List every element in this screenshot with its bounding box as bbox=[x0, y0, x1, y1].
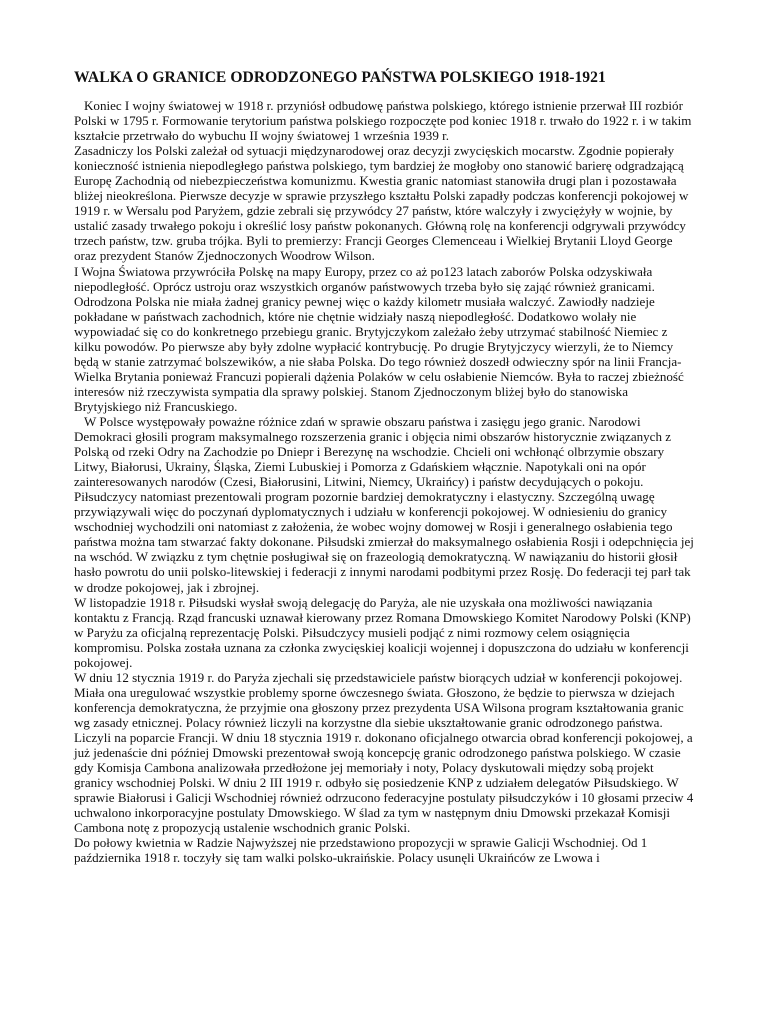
paragraph-delegation-paris: W listopadzie 1918 r. Piłsudski wysłał swoją delegację do Paryża, ale nie uzyskała ona możliwości nawiązania kontaktu z Francją. Rząd francuski uznawał kierowany przez Romana Dmowskiego Komitet Narodowy Polski (KNP) w Paryżu za oficjalną reprezentację Polski. Piłsudczycy musieli podjąć z nimi rozmowy celem osiągnięcia kompromisu. Polska została uznana za członka zwycięskiej koalicji wojennej i dopuszczona do udziału w konferencji pokojowej. bbox=[74, 594, 691, 670]
paragraph-western-powers: I Wojna Światowa przywróciła Polskę na mapy Europy, przez co aż po123 latach zaborów Polska odzyskiwała niepodległość. Oprócz ustroju oraz wszystkich organów państwowych trzeba było się zająć również granicami. Odrodzona Polska nie miała żadnej granicy pewnej więc o każdy kilometr musiała walczyć. Zawiodły nadzieje pokładane w państwach zachodnich, które nie chętnie widziały naszą niepodległość. Dodatkowo wolały nie wypowiadać się co do konkretnego przebiegu granic. Brytyjczykom zależało żeby utrzymać stabilność Niemiec z kilku powodów. Po pierwsze aby były zdolne wypłacić kontrybucję. Po drugie Brytyjczycy wierzyli, że to Niemcy będą w stanie zatrzymać bolszewików, a nie słaba Polska. Do tego również doszedł odwieczny spór na linii Francja-Wielka Brytania ponieważ Francuzi popierali dążenia Polaków w celu osłabienie Niemców. Była to raczej zbieżność interesów niż rzeczywista sympatia dla sprawy polskiej. Stanom Zjednoczonym bliżej było do stanowiska Brytyjskiego niż Francuskiego. bbox=[74, 263, 684, 414]
document-title: WALKA O GRANICE ODRODZONEGO PAŃSTWA POLSKIEGO 1918-1921 bbox=[74, 69, 606, 86]
document-body bbox=[74, 68, 694, 865]
paragraph-international-situation: Zasadniczy los Polski zależał od sytuacji międzynarodowej oraz decyzji zwycięskich mocarstw. Zgodnie popierały konieczność istnienia niepodległego państwa polskiego, tym bardziej że mogłoby ono stanowić barierę odgradzającą Europę Zachodnią od niebezpieczeństwa komunizmu. Kwestia granic natomiast stanowiła drugi plan i pozostawała bliżej nieokreślona. Pierwsze decyzje w sprawie przyszłego kształtu Polski zapadły podczas konferencji pokojowej w 1919 r. w Wersalu pod Paryżem, gdzie zebrali się przywódcy 27 państw, które walczyły i zwyciężyły w wojnie, by ustalić zasady trwałego pokoju i określić losy państw pokonanych. Główną rolę na konferencji odgrywali przywódcy trzech państw, tzw. gruba trójka. Byli to premierzy: Francji Georges Clemenceau i Wielkiej Brytanii Lloyd George oraz prezydent Stanów Zjednoczonych Woodrow Wilson. bbox=[74, 143, 689, 264]
paragraph-domestic-programs: W Polsce występowały poważne różnice zdań w sprawie obszaru państwa i zasięgu jego granic. Narodowi Demokraci głosili program maksymalnego rozszerzenia granic i objęcia nimi obszarów historycznie związanych z Polską od rzeki Odry na Zachodzie po Dniepr i Berezynę na wschodzie. Chcieli oni wchłonąć olbrzymie obszary Litwy, Białorusi, Ukrainy, Śląska, Ziemi Lubuskiej i Pomorza z Gdańskiem włącznie. Napotykali oni na opór zainteresowanych narodów (Czesi, Białorusini, Litwini, Niemcy, Ukraińcy) i państw decydujących o pokoju. Piłsudczycy natomiast prezentowali program pozornie bardziej demokratyczny i elastyczny. Szczególną uwagę przywiązywali więc do poczynań dyplomatycznych i udziału w konferencji pokojowej. W odniesieniu do granicy wschodniej wychodzili oni natomiast z założenia, że wobec wojny domowej w Rosji i generalnego osłabienia tego państwa można tam stwarzać fakty dokonane. Piłsudski zmierzał do maksymalnego osłabienia Rosji i odepchnięcia jej na wschód. W związku z tym chętnie posługiwał się on frazeologią demokratyczną. W nawiązaniu do historii głosił hasło powrotu do unii polsko-litewskiej i federacji z innymi narodami podbitymi przez Rosję. Do federacji tej parł tak w drodze pokojowej, jak i zbrojnej. bbox=[74, 413, 694, 595]
paragraph-eastern-galicia: Do połowy kwietnia w Radzie Najwyższej nie przedstawiono propozycji w sprawie Galicji Wschodniej. Od 1 października 1918 r. toczyły się tam walki polsko-ukraińskie. Polacy usunęli Ukraińców ze Lwowa i bbox=[74, 835, 648, 866]
paragraph-peace-conference: W dniu 12 stycznia 1919 r. do Paryża zjechali się przedstawiciele państw biorących udział w konferencji pokojowej. Miała ona uregulować wszystkie problemy sporne ówczesnego świata. Głoszono, że będzie to pierwsza w dziejach konferencja demokratyczna, że przyjmie ona głoszony przez prezydenta USA Wilsona program kształtowania granic wg zasady etnicznej. Polacy również liczyli na korzystne dla siebie ukształtowanie granic odrodzonego państwa. Liczyli na poparcie Francji. W dniu 18 stycznia 1919 r. dokonano oficjalnego otwarcia obrad konferencji pokojowej, a już jedenaście dni później Dmowski prezentował swoją koncepcję granic odrodzonego państwa polskiego. W czasie gdy Komisja Cambona analizowała przedłożone jej memoriały i noty, Polacy dyskutowali między sobą projekt granicy wschodniej Polski. W dniu 2 III 1919 r. odbyło się posiedzenie KNP z udziałem delegatów Piłsudskiego. W sprawie Białorusi i Galicji Wschodniej również odrzucono federacyjne postulaty piłsudczyków i 10 głosami przeciw 4 uchwalono inkorporacyjne postulaty Dmowskiego. W ślad za tym w następnym dniu Dmowski przekazał Komisji Cambona notę z propozycją ustalenie wschodnich granic Polski. bbox=[74, 669, 694, 836]
paragraph-intro: Koniec I wojny światowej w 1918 r. przyniósł odbudowę państwa polskiego, którego istnienie przerwał III rozbiór Polski w 1795 r. Formowanie terytorium państwa polskiego rozpoczęte pod koniec 1918 r. trwało do 1922 r. i w takim kształcie przetrwało do wybuchu II wojny światowej 1 września 1939 r. bbox=[74, 98, 692, 144]
